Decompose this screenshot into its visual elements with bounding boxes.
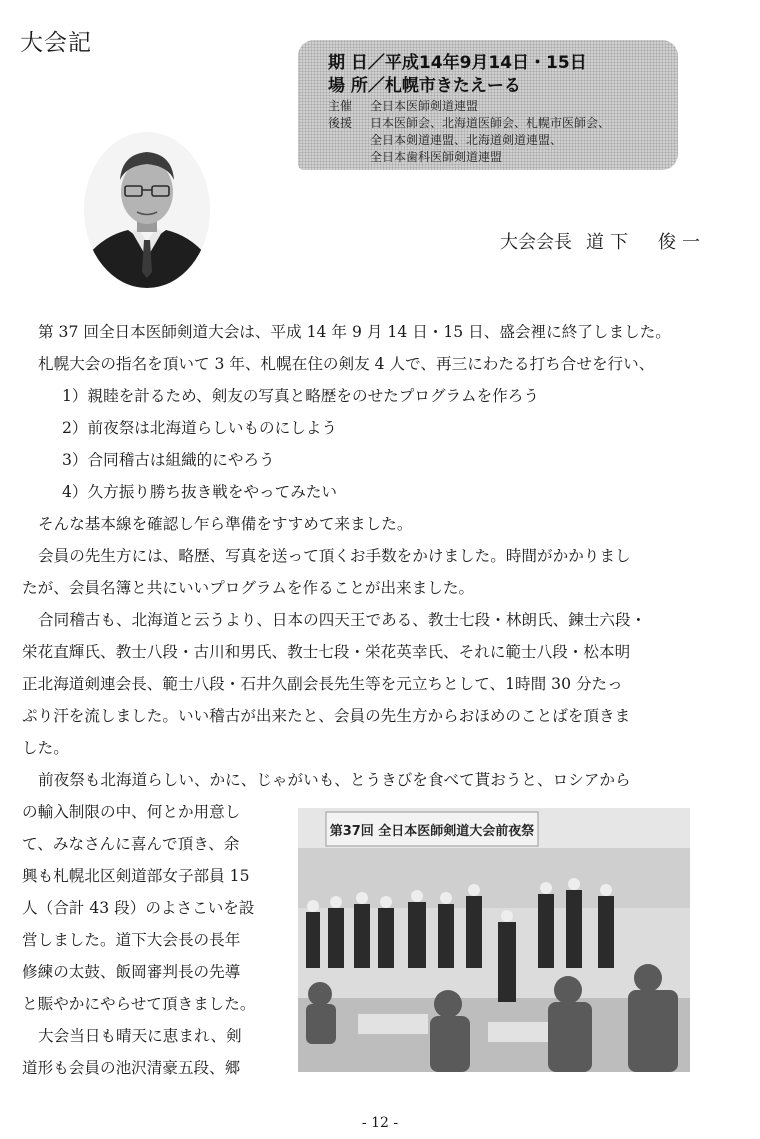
support-label: 後援: [328, 116, 353, 130]
author-title: 大会会長: [500, 232, 572, 253]
article-line: て、みなさんに喜んで頂き、余: [22, 835, 240, 853]
article-line: 前夜祭も北海道らしい、かに、じゃがいも、とうきびを食べて貰おうと、ロシアから: [38, 771, 631, 789]
event-photo: [298, 808, 690, 1072]
supporter-line: 全日本歯科医師剣道連盟: [370, 150, 503, 164]
supporter-line: 日本医師会、北海道医師会、札幌市医師会、: [370, 116, 611, 130]
article-line: 興も札幌北区剣道部女子部員 15: [22, 867, 250, 885]
page-number: - 12 -: [361, 1115, 399, 1131]
article-line: 大会当日も晴天に恵まれ、剣: [38, 1027, 242, 1045]
article-line: した。: [22, 739, 69, 757]
event-photo-illustration: [298, 808, 690, 1072]
host-label: 主催: [328, 99, 353, 113]
article-line: 修練の太鼓、飯岡審判長の先導: [22, 963, 241, 981]
portrait-illustration: [84, 132, 210, 288]
article-line: たが、会員名簿と共にいいプログラムを作ることが出来ました。: [22, 579, 475, 597]
event-info-box: [298, 40, 678, 170]
author-name: 道下 俊一: [586, 232, 706, 253]
article-line: 栄花直輝氏、教士八段・古川和男氏、教士七段・栄花英幸氏、それに範士八段・松本明: [22, 643, 631, 661]
article-line: 合同稽古も、北海道と云うより、日本の四天王である、教士七段・林朗氏、錬士六段・: [38, 611, 647, 629]
article-line: ぷり汗を流しました。いい稽古が出来たと、会員の先生方からおほめのことばを頂きま: [22, 707, 631, 725]
article-line: 正北海道剣連会長、範士八段・石井久副会長先生等を元立ちとして、1時間 30 分たっ: [22, 675, 623, 693]
host-name: 全日本医師剣道連盟: [370, 99, 479, 113]
article-line: 会員の先生方には、略歴、写真を送って頂くお手数をかけました。時間がかかりまし: [38, 547, 631, 565]
supporter-line: 全日本剣道連盟、北海道剣道連盟、: [370, 133, 563, 147]
portrait-photo: [84, 132, 210, 288]
event-date: 期 日／平成14年9月14日・15日: [328, 53, 587, 73]
article-line: の輸入制限の中、何とか用意し: [22, 803, 241, 821]
article-line: 道形も会員の池沢清豪五段、郷: [22, 1059, 241, 1077]
article-line: 営しました。道下大会長の長年: [22, 931, 241, 949]
author-line: [500, 228, 706, 254]
article-list-item: 1）親睦を計るため、剣友の写真と略歴をのせたプログラムを作ろう: [62, 387, 539, 405]
article-line: 人（合計 43 段）のよさこいを設: [22, 899, 255, 917]
article-line: 第 37 回全日本医師剣道大会は、平成 14 年 9 月 14 日・15 日、盛会裡に終了しました。: [38, 323, 671, 341]
article-list-item: 4）久方振り勝ち抜き戦をやってみたい: [62, 483, 338, 501]
article-line: と賑やかにやらせて頂きました。: [22, 995, 256, 1013]
article-line: 札幌大会の指名を頂いて 3 年、札幌在住の剣友 4 人で、再三にわたる打ち合せを行い、: [38, 355, 655, 373]
banner-text: 第37回 全日本医師剣道大会前夜祭: [329, 824, 535, 839]
event-venue: 場 所／札幌市きたえーる: [328, 76, 521, 96]
article-list-item: 3）合同稽古は組織的にやろう: [62, 451, 275, 469]
section-title: 大会記: [20, 30, 92, 56]
article-line: そんな基本線を確認し乍ら準備をすすめて来ました。: [38, 515, 413, 533]
article-list-item: 2）前夜祭は北海道らしいものにしよう: [62, 419, 338, 437]
